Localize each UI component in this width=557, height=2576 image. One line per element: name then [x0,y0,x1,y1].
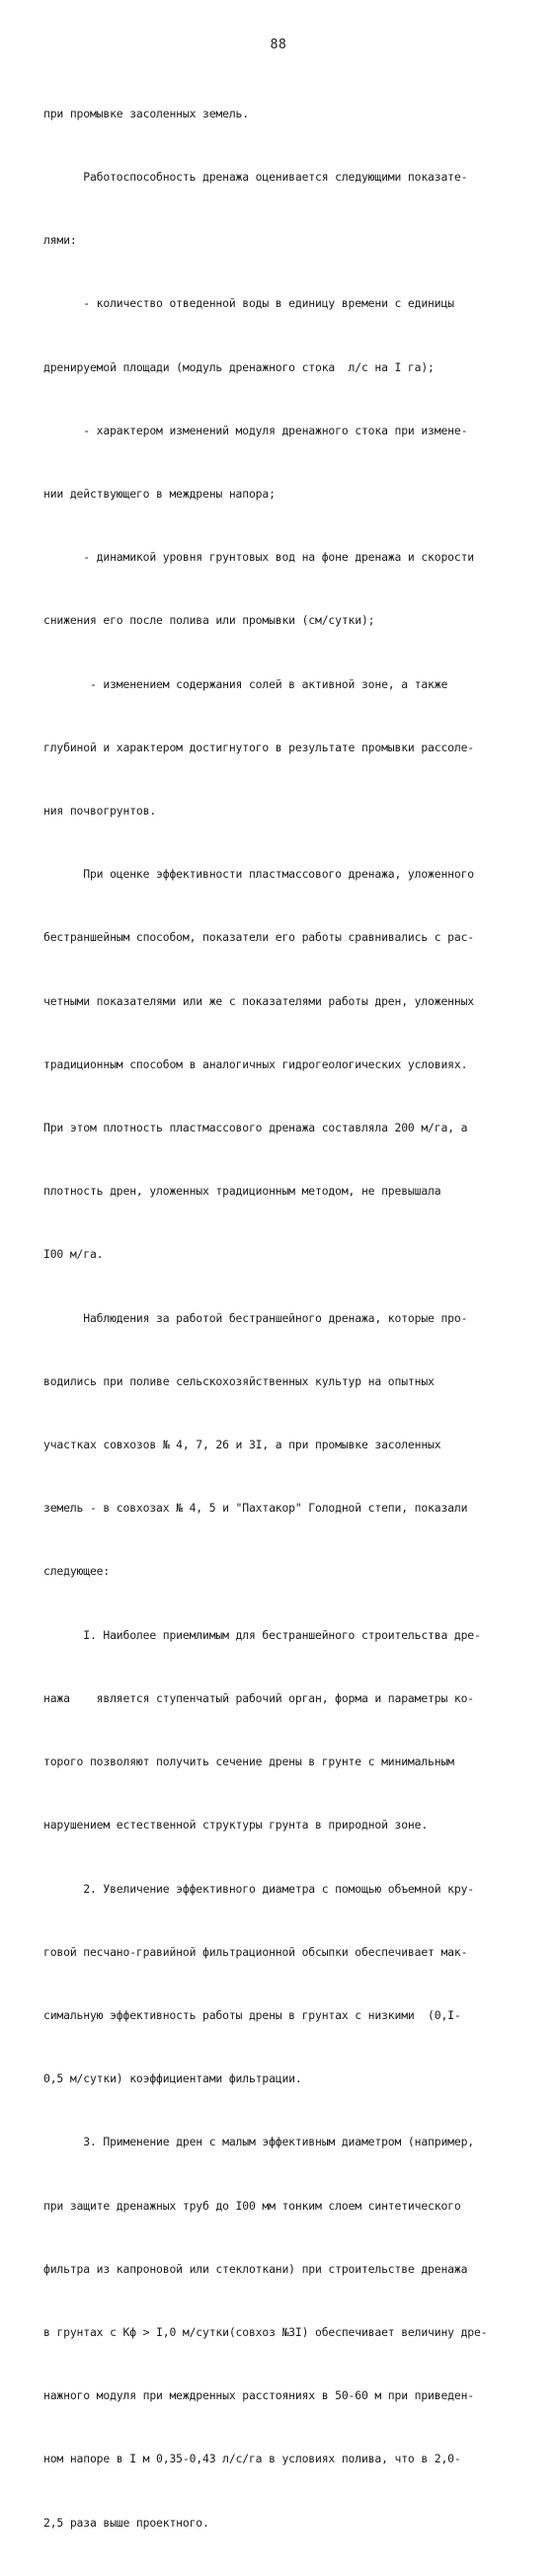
text-line: Наблюдения за работой бестраншейного дренажа, которые про- [43,1310,468,1325]
text-line: нажного модуля при междренных расстояниях в 50-60 м при приведен- [43,2388,475,2403]
text-line: симальную эффективность работы дрены в грунтах с низкими (0,I- [43,2007,461,2022]
text-line: глубиной и характером достигнутого в результате промывки рассоле- [43,740,475,754]
text-line: участках совхозов № 4, 7, 26 и 3I, а при промывке засоленных [43,1438,441,1452]
text-line: 3. Применение дрен с малым эффективным диаметром (например, [43,2135,475,2149]
text-line: в грунтах с Кф > I,0 м/сутки(совхоз №3I) обеспечивает величину дре- [43,2324,488,2339]
text-line: земель - в совхозах № 4, 5 и "Пахтакор" Голодной степи, показали [43,1501,468,1516]
text-line: нии действующего в междрены напора; [43,487,276,502]
text-line: фильтра из капроновой или стеклоткани) при строительстве дренажа [43,2261,468,2276]
text-line: При этом плотность пластмассового дренажа составляла 200 м/га, а [43,1121,468,1135]
text-line: дренируемой площади (модуль дренажного стока л/с на I га); [43,359,435,374]
text-line: при защите дренажных труб до I00 мм тонким слоем синтетического [43,2198,461,2213]
page-number: 88 [270,38,287,52]
text-line: - динамикой уровня грунтовых вод на фоне дренажа и скорости [43,550,475,565]
text-line: традиционным способом в аналогичных гидрогеологических условиях. [43,1056,468,1071]
text-line: - изменением содержания солей в активной зоне, а также [43,676,448,691]
text-line: снижения его после полива или промывки (см/сутки); [43,613,375,628]
text-line: водились при поливе сельскохозяйственных культур на опытных [43,1373,435,1388]
text-line: Работоспособность дренажа оценивается следующими показате- [43,170,468,185]
text-line: 0,5 м/сутки) коэффициентами фильтрации. [43,2071,302,2086]
text-line: следующее: [43,1564,111,1579]
text-line: ном напоре в I м 0,35-0,43 л/с/га в условиях полива, что в 2,0- [43,2452,461,2466]
text-line: плотность дрен, уложенных традиционным методом, не превышала [43,1184,441,1199]
text-line: четными показателями или же с показателями работы дрен, уложенных [43,993,475,1008]
text-line: нарушением естественной структуры грунта в природной зоне. [43,1818,429,1833]
text-line: 2. Увеличение эффективного диаметра с помощью объемной кру- [43,1881,475,1896]
text-line: I00 м/га. [43,1247,104,1262]
text-line: лями: [43,233,77,248]
text-line: ния почвогрунтов. [43,804,157,819]
text-line: При оценке эффективности пластмассового дренажа, уложенного [43,867,475,882]
text-line: говой песчано-гравийной фильтрационной обсыпки обеспечивает мак- [43,1944,468,1959]
text-line: I. Наиболее приемлимым для бестраншейного строительства дре- [43,1627,481,1642]
body-text [43,61,527,2576]
text-line: при промывке засоленных земель. [43,106,249,120]
text-line: 2,5 раза выше проектного. [43,2515,209,2530]
text-line: - характером изменений модуля дренажного стока при измене- [43,423,468,437]
text-line: нажа является ступенчатый рабочий орган, форма и параметры ко- [43,1690,475,1705]
text-line: бестраншейным способом, показатели его работы сравнивались с рас- [43,930,475,945]
text-line: торого позволяют получить сечение дрены в грунте с минимальным [43,1755,454,1769]
text-line: - количество отведенной воды в единицу времени с единицы [43,296,454,311]
